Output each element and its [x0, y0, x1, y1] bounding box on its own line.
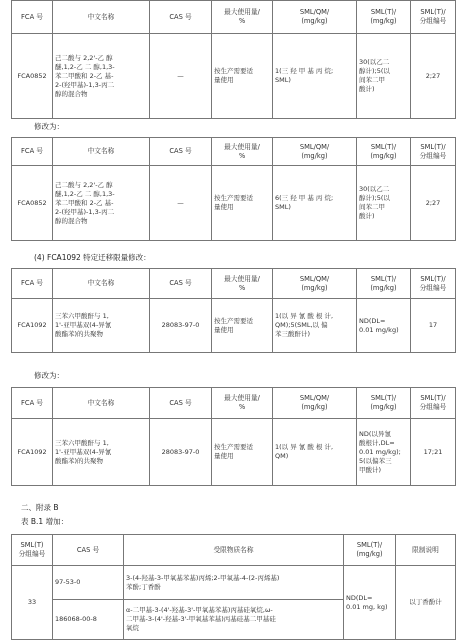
cell-max: 按生产需要适 量使用: [212, 419, 273, 486]
caption-modify-2: 修改为：: [34, 371, 64, 380]
cell-max: 按生产需要适 量使用: [212, 166, 273, 241]
header-fca: FCA 号: [12, 138, 53, 166]
cell-sml: 6(三 羟 甲 基 丙 烷; SML): [273, 166, 357, 241]
header-note: 限制说明: [396, 535, 456, 566]
header-fca: FCA 号: [12, 269, 53, 299]
cell-cas: —: [150, 34, 212, 119]
header-max: 最大使用量/ %: [212, 138, 273, 166]
cell-cas: 186068-00-8: [53, 600, 124, 640]
header-group: SML(T)/ 分组编号: [411, 388, 456, 419]
cell-cas: 28083-97-0: [150, 299, 212, 353]
header-cas: CAS 号: [150, 138, 212, 166]
cell-sml: 1(以 异 氰 酸 根 计, QM): [273, 419, 357, 486]
cell-name: 三苯六甲酸酐与 1, 1'-亚甲基双(4-异氰 酸酯苯)的共聚物: [53, 419, 150, 486]
table-3: [11, 268, 456, 353]
cell-sml: 1(以 异 氰 酸 根 计, QM);5(SML,以 偏 苯三酸酐计): [273, 299, 357, 353]
table-2: [11, 137, 456, 241]
header-max: 最大使用量/ %: [212, 269, 273, 299]
header-group: SML(T)/ 分组编号: [411, 1, 456, 34]
cell-fca: FCA0852: [12, 34, 53, 119]
header-sml: SML/QM/ (mg/kg): [273, 138, 357, 166]
header-smlt: SML(T)/ (mg/kg): [357, 1, 411, 34]
header-name: 中文名称: [53, 269, 150, 299]
header-fca: FCA 号: [12, 1, 53, 34]
header-name: 中文名称: [53, 388, 150, 419]
section-appendix-b: 二、附录 B: [21, 503, 59, 512]
header-sml: SML/QM/ (mg/kg): [273, 388, 357, 419]
header-group: SML(T)/ 分组编号: [411, 138, 456, 166]
header-group: SML(T)/ 分组编号: [411, 269, 456, 299]
cell-name: 己二酸与 2,2'-乙 醇 醚,1,2-乙 二 醇,1,3- 苯二甲酸和 2-乙 基- 2-(羟甲基)-1,3-丙二 醇的混合物: [53, 34, 150, 119]
cell-smlt: 30(以乙二 醇计);5(以 间苯二甲 酸计): [357, 166, 411, 241]
header-smlt: SML(T)/ (mg/kg): [357, 138, 411, 166]
cell-fca: FCA0852: [12, 166, 53, 241]
cell-name: 三苯六甲酸酐与 1, 1'-亚甲基双(4-异氰 酸酯苯)的共聚物: [53, 299, 150, 353]
header-cas: CAS 号: [53, 535, 124, 566]
cell-sml: 1(三 羟 甲 基 丙 烷; SML): [273, 34, 357, 119]
cell-smlt: ND(DL= 0.01 mg/kg): [357, 299, 411, 353]
cell-smlt: ND(DL= 0.01 mg, kg): [344, 566, 396, 640]
cell-fca: FCA1092: [12, 419, 53, 486]
caption-fca1092: (4) FCA1092 特定迁移限量修改：: [34, 253, 151, 262]
cell-cas: 28083-97-0: [150, 419, 212, 486]
header-name: 中文名称: [53, 138, 150, 166]
cell-smlt: 30(以乙二 醇计);5(以 间苯二甲 酸计): [357, 34, 411, 119]
header-max: 最大使用量/ %: [212, 388, 273, 419]
cell-group: 17: [411, 299, 456, 353]
table-5: [11, 534, 456, 640]
caption-table-b1: 表 B.1 增加：: [21, 517, 69, 526]
cell-fca: FCA1092: [12, 299, 53, 353]
cell-smlt: ND(以异氰 酸根计,DL= 0.01 mg/kg); 5(以偏苯三 甲酸计): [357, 419, 411, 486]
header-sml: SML/QM/ (mg/kg): [273, 269, 357, 299]
cell-group: 2;27: [411, 34, 456, 119]
cell-note: 以丁香酚计: [396, 566, 456, 640]
header-max: 最大使用量/ %: [212, 1, 273, 34]
header-group: SML(T) 分组编号: [12, 535, 53, 566]
cell-cas: —: [150, 166, 212, 241]
cell-cas: 97-53-0: [53, 566, 124, 600]
cell-max: 按生产需要适 量使用: [212, 34, 273, 119]
cell-max: 按生产需要适 量使用: [212, 299, 273, 353]
cell-group: 33: [12, 566, 53, 640]
header-sml: SML/QM/ (mg/kg): [273, 1, 357, 34]
header-cas: CAS 号: [150, 269, 212, 299]
header-fca: FCA 号: [12, 388, 53, 419]
cell-name: 己二酸与 2,2'-乙 醇 醚,1,2-乙 二 醇,1,3- 苯二甲酸和 2-乙 基- 2-(羟甲基)-1,3-丙二 醇的混合物: [53, 166, 150, 241]
cell-substance: 3-(4-羟基-3-甲氧基苯基)丙烯;2-甲氧基-4-(2-丙烯基) 苯酚;丁香酚: [124, 566, 344, 600]
header-cas: CAS 号: [150, 1, 212, 34]
header-smlt: SML(T)/ (mg/kg): [344, 535, 396, 566]
table-4: [11, 387, 456, 486]
caption-modify-1: 修改为：: [34, 122, 64, 131]
cell-group: 2;27: [411, 166, 456, 241]
table-1: [11, 0, 456, 119]
cell-group: 17;21: [411, 419, 456, 486]
cell-substance: α-二甲基-3-(4'-羟基-3'-甲氧基苯基)丙基硅氧烷,ω- 二甲基-3-(4'-羟基-3'-甲氧基苯基)丙基硅基二甲基硅 氧烷: [124, 600, 344, 640]
header-name: 中文名称: [53, 1, 150, 34]
header-smlt: SML(T)/ (mg/kg): [357, 269, 411, 299]
header-substance: 受限物质名称: [124, 535, 344, 566]
header-cas: CAS 号: [150, 388, 212, 419]
header-smlt: SML(T)/ (mg/kg): [357, 388, 411, 419]
